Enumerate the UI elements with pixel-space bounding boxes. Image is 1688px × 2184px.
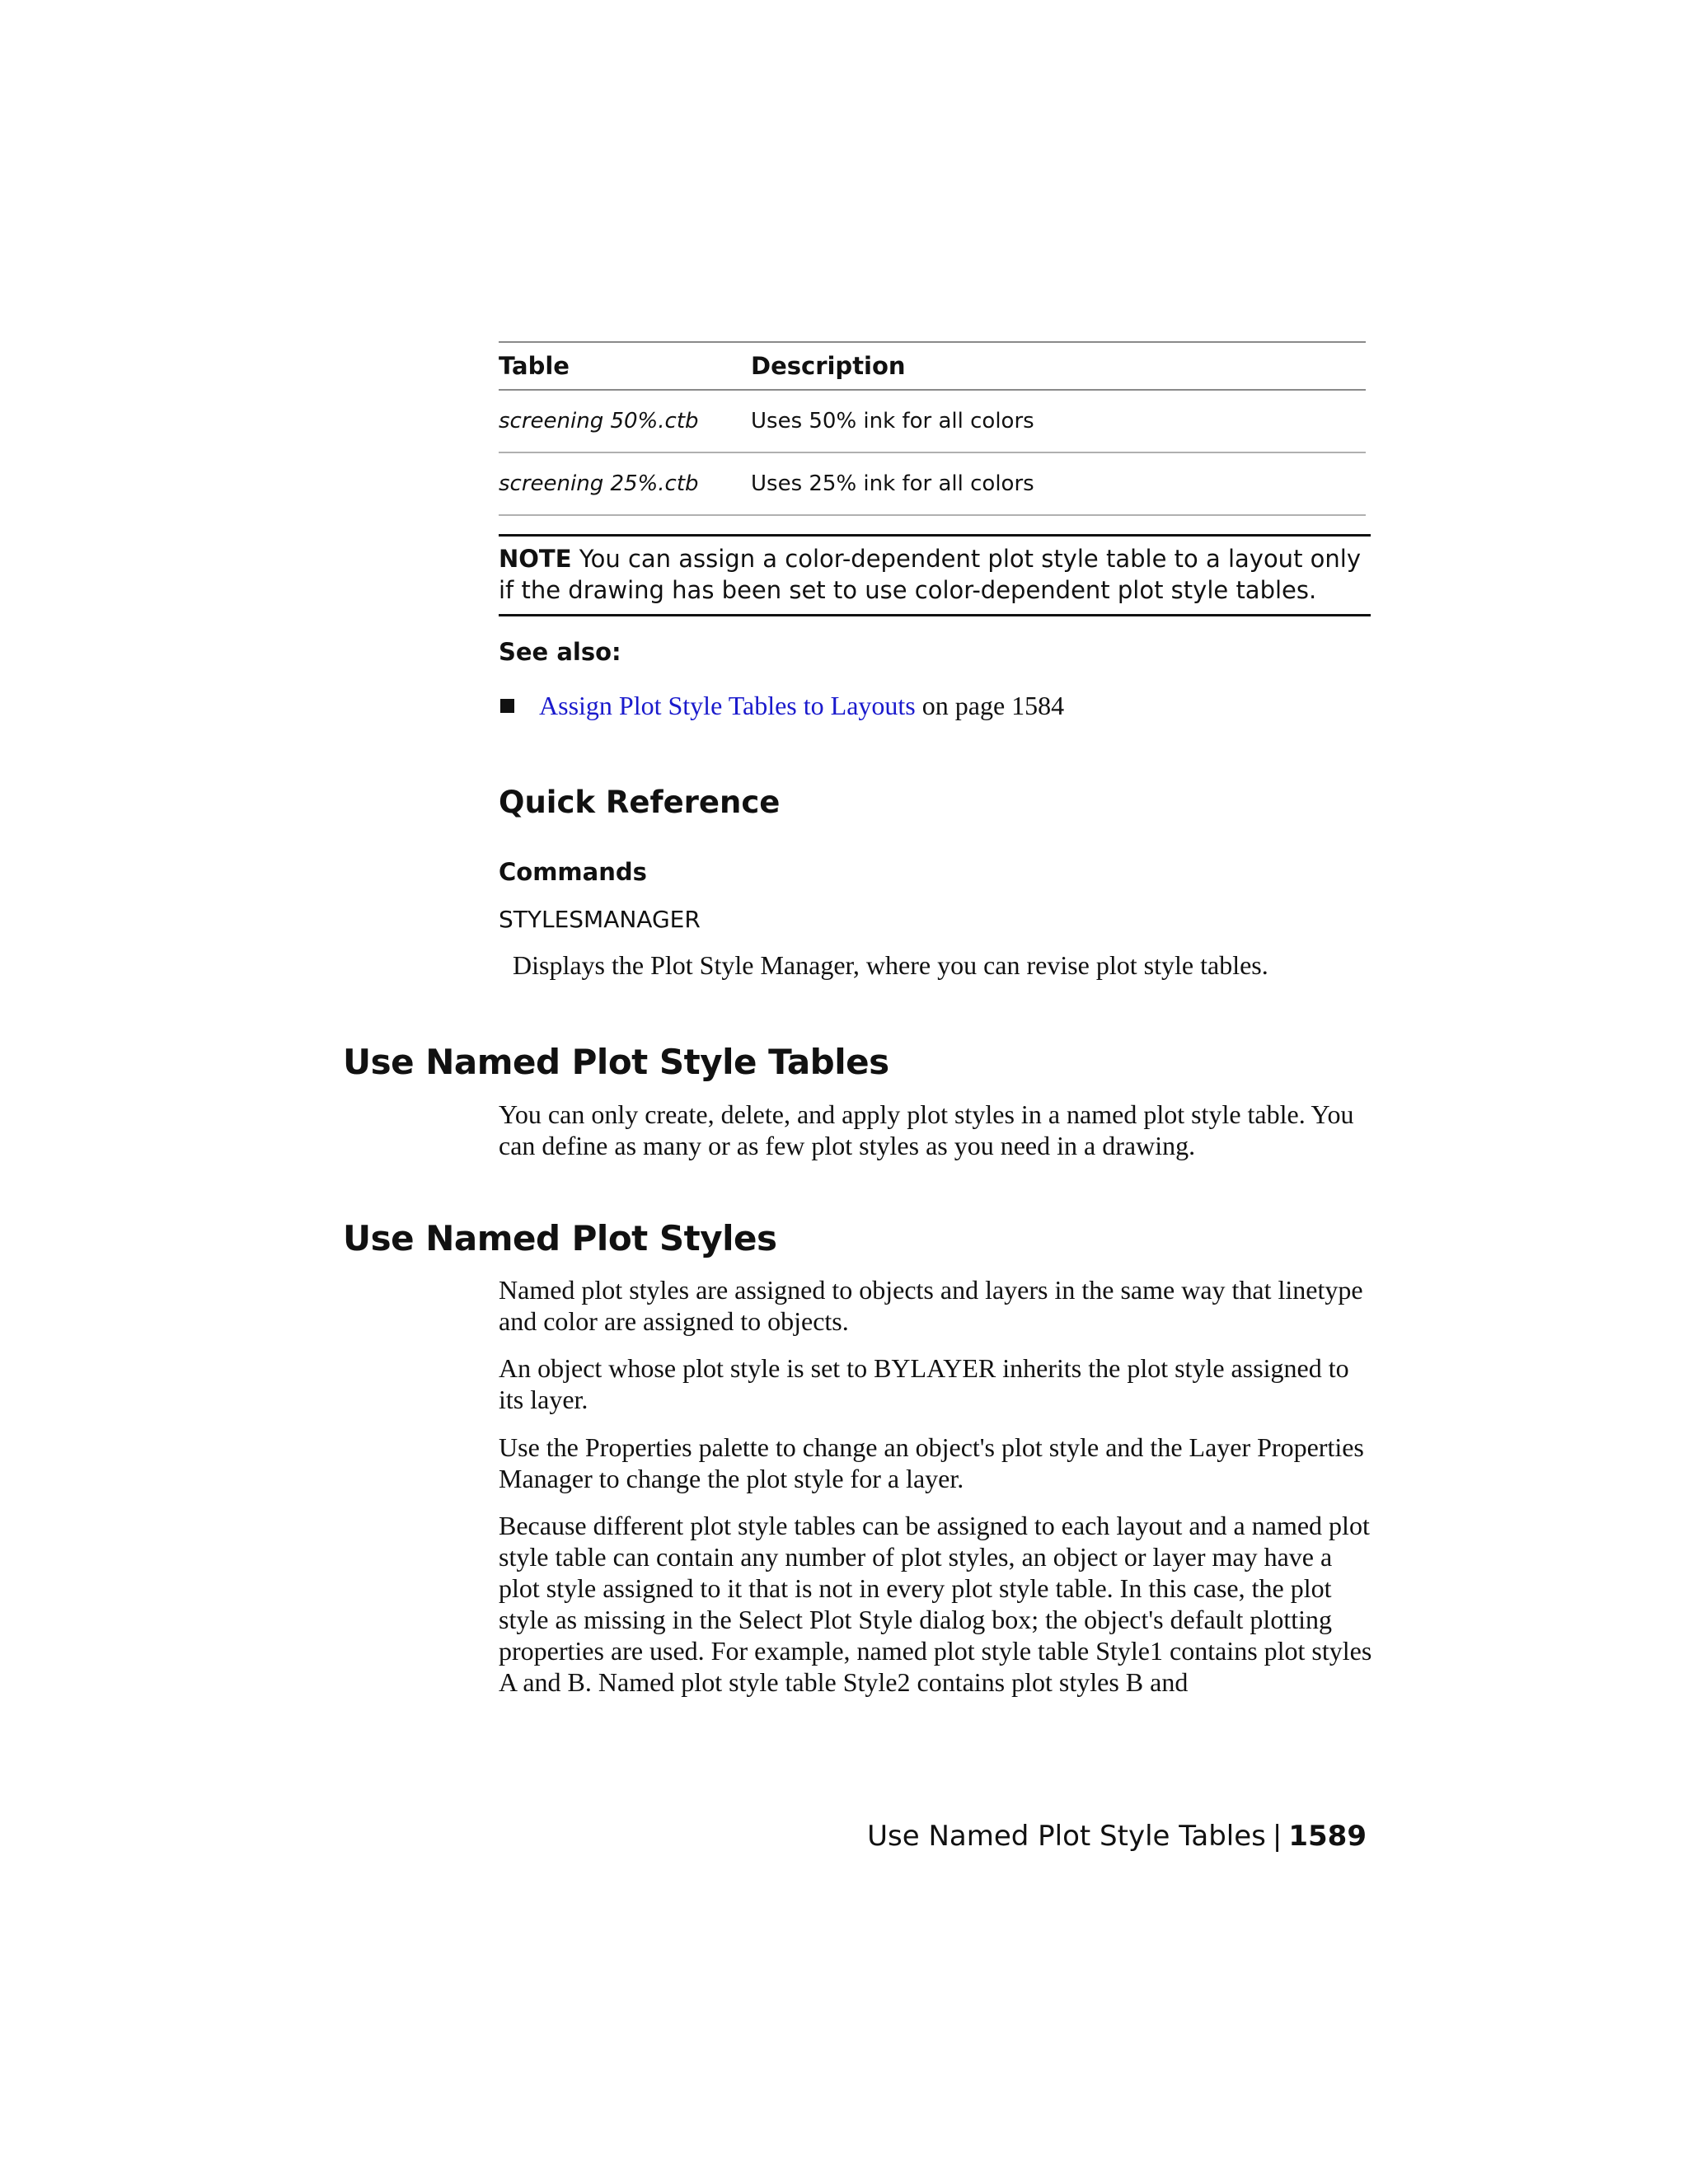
note-box bbox=[499, 534, 1371, 616]
table-cell-description: Uses 50% ink for all colors bbox=[751, 390, 1366, 452]
footer-separator: | bbox=[1272, 1820, 1282, 1853]
table-header-row bbox=[499, 342, 1366, 390]
see-also-link[interactable]: Assign Plot Style Tables to Layouts bbox=[539, 691, 916, 720]
bullet-square-icon bbox=[500, 699, 514, 713]
section-heading-named-plot-style-tables: Use Named Plot Style Tables bbox=[343, 1042, 889, 1082]
section2-paragraph: An object whose plot style is set to BYLAYER inherits the plot style assigned to its layer. bbox=[499, 1353, 1349, 1414]
quick-reference-heading: Quick Reference bbox=[499, 785, 781, 820]
section-heading-named-plot-styles: Use Named Plot Styles bbox=[343, 1218, 777, 1258]
table-row bbox=[499, 452, 1366, 515]
table-cell-description: Uses 25% ink for all colors bbox=[751, 452, 1366, 515]
page-number: 1589 bbox=[1288, 1820, 1367, 1853]
table-cell-table: screening 25%.ctb bbox=[499, 452, 751, 515]
section2-paragraph: Named plot styles are assigned to objects and layers in the same way that linetype and color are assigned to objects. bbox=[499, 1275, 1363, 1336]
command-description: Displays the Plot Style Manager, where you can revise plot style tables. bbox=[513, 950, 1268, 980]
command-name: STYLESMANAGER bbox=[499, 906, 701, 933]
table-cell-table: screening 50%.ctb bbox=[499, 390, 751, 452]
section1-paragraph: You can only create, delete, and apply plot styles in a named plot style table. You can define as many or as few plot styles as you need in a drawing. bbox=[499, 1099, 1354, 1160]
note-label: NOTE bbox=[499, 545, 572, 573]
see-also-item bbox=[499, 691, 1064, 721]
footer-title: Use Named Plot Style Tables bbox=[867, 1820, 1266, 1853]
note-text: You can assign a color-dependent plot style table to a layout only if the drawing has been set to use color-dependent plot style tables. bbox=[499, 545, 1361, 604]
table-row bbox=[499, 390, 1366, 452]
page-footer bbox=[867, 1820, 1367, 1853]
table-header-description: Description bbox=[751, 342, 1366, 390]
plot-style-table bbox=[499, 341, 1366, 516]
see-also-page-ref: on page 1584 bbox=[915, 691, 1065, 720]
section2-paragraph: Because different plot style tables can be assigned to each layout and a named plot style table can contain any number of plot styles, an object or layer may have a plot style assigned to it that is not in every plot style table. In this case, the plot style as missing in the Select Plot Style dialog box; the object's default plotting properties are used. For example, named plot style table Style1 contains plot styles A and B. Named plot style table Style2 contains plot styles B and bbox=[499, 1511, 1372, 1697]
see-also-heading: See also: bbox=[499, 638, 621, 666]
section2-paragraph: Use the Properties palette to change an object's plot style and the Layer Properties Manager to change the plot style for a layer. bbox=[499, 1432, 1364, 1493]
table-header-table: Table bbox=[499, 342, 751, 390]
commands-heading: Commands bbox=[499, 858, 647, 886]
